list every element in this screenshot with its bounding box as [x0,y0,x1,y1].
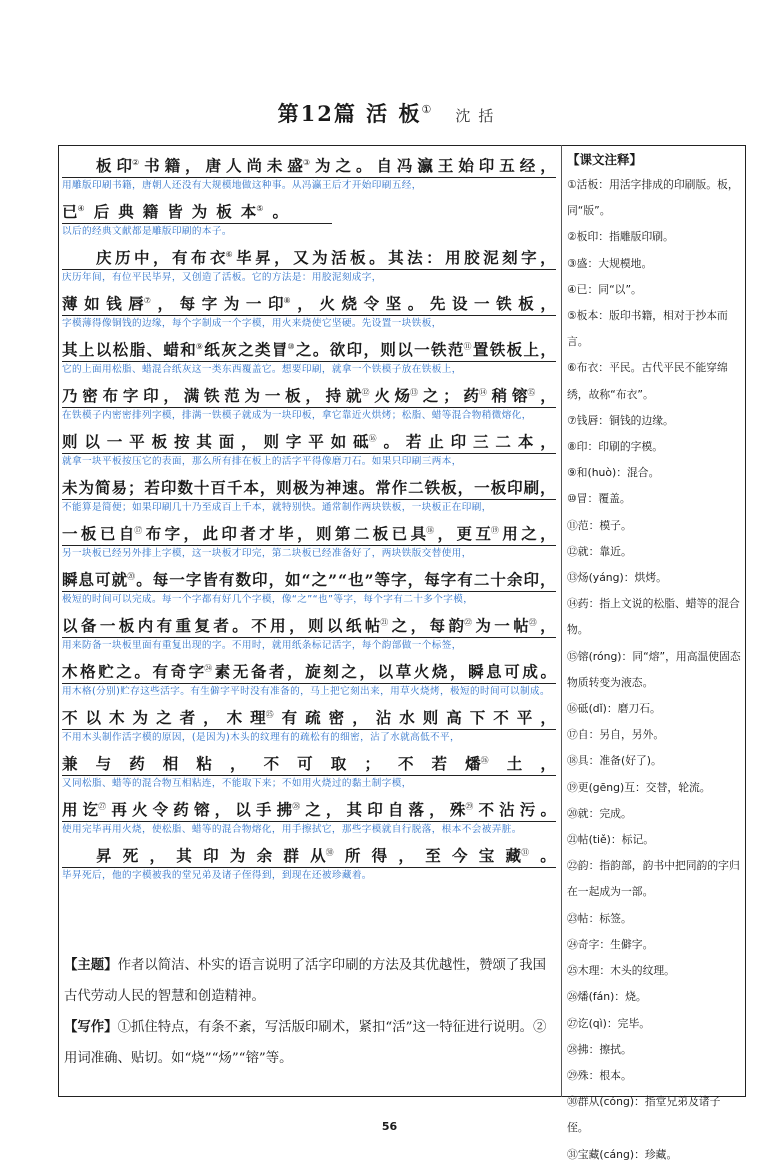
theme-tag: 【主题】 [64,957,118,973]
original-text: 以 备 一 板 内 有 重 复 者 。 不 用 ， 则 以 纸 帖$^㉑$ 之 ， 每 韵$^㉒$ 为 一 帖$^㉓$ ， [62,612,556,638]
original-text: 庆 历 中 ， 有 布 衣⑥ 毕 昇 ， 又 为 活 板 。 其 法 ： 用 胶 泥 刻 字 ， [62,244,556,270]
text-line [62,290,556,336]
title-text: 第12篇 活 板 [277,101,422,126]
original-text: 木 格 贮 之 。 有 奇 字$^㉔$ 素 无 备 者 ， 旋 刻 之 ， 以 草 火 烧 ， 瞬 息 可 成 。 [62,658,556,684]
text-line [62,612,556,658]
note-item: ⑤板本：版印书籍，相对于抄本而言。 [567,309,728,349]
original-text: 不 以 木 为 之 者 ， 木 理$^㉕$ 有 疏 密 ， 沾 水 则 高 下 不 平 ， [62,704,556,730]
note-item: ㉛宝藏(cáng)：珍藏。 [567,1147,678,1161]
translation-text: 不能算是简便；如果印刷几十乃至成百上千本，就特别快。通常制作两块铁板，一块板正在印刷， [62,502,492,513]
note-item: ㉔奇字：生僻字。 [567,937,654,951]
translation-text: 使用完毕再用火烧，使松脂、蜡等的混合物熔化，用手擦拭它，那些字模就自行脱落，根本不会被弄脏。 [62,824,522,835]
note-item: ㉗讫(qì)：完毕。 [567,1016,651,1030]
translation-text: 用来防备一块板里面有重复出现的字。不用时，就用纸条标记活字，每个韵部做一个标签， [62,640,462,651]
note-item: ㉒韵：指韵部，韵书中把同韵的字归在一起成为一部。 [567,859,740,899]
translation-text: 又同松脂、蜡等的混合物互相粘连，不能取下来；不如用火烧过的黏土制字模， [62,778,412,789]
page-title [0,98,779,128]
translation-text: 就拿一块平板按压它的表面，那么所有排在板上的活字平得像磨刀石。如果只印刷三两本， [62,456,462,467]
original-text: 乃 密 布 字 印 ， 满 铁 范 为 一 板 ， 持 就⑫ 火 炀⑬ 之 ； 药⑭ 稍 镕⑮ ， [62,382,556,408]
summary-section [64,950,554,1074]
writing-paragraph [64,1012,554,1074]
column-divider [561,145,562,1097]
translation-text: 用木格(分别)贮存这些活字。有生僻字平时没有准备的，马上把它刻出来，用草火烧烤，极短的时间可以制成。 [62,686,550,697]
original-text: 薄 如 钱 唇⑦ ， 每 字 为 一 印⑧ ， 火 烧 令 坚 。 先 设 一 铁 板 ， [62,290,556,316]
translation-text: 不用木头制作活字模的原因，(是因为)木头的纹理有的疏松有的细密，沾了水就高低不平， [62,732,461,743]
note-item: ㉓帖：标签。 [567,911,632,925]
note-item: ㉑帖(tiě)：标记。 [567,833,655,847]
original-text: 已④ 后 典 籍 皆 为 板 本⑤ 。 [62,198,332,224]
note-item: ②板印：指雕版印刷。 [567,230,674,244]
original-text: 兼 与 药 相 粘 ， 不 可 取 ； 不 若 燔$^㉖$ 土 ， [62,750,556,776]
text-line [62,428,556,474]
note-item: ⑮镕(róng)：同“熔”，用高温使固态物质转变为液态。 [567,649,741,689]
note-item: ㉙殊：根本。 [567,1068,632,1082]
translation-text: 用雕版印刷书籍，唐朝人还没有大规模地做这种事。从冯瀛王后才开始印刷五经， [62,180,422,191]
note-item: ⑨和(huò)：混合。 [567,466,660,480]
text-line [62,152,556,198]
note-item: ⑭药：指上文说的松脂、蜡等的混合物。 [567,597,740,637]
author-name: 沈括 [455,107,502,125]
page-number: 56 [381,1120,398,1133]
note-item: ④已：同“以”。 [567,282,642,296]
note-item: ⑪范：模子。 [567,518,632,532]
text-line [62,520,556,566]
note-item: ⑫就：靠近。 [567,544,632,558]
translation-text: 庆历年间，有位平民毕昇，又创造了活板。它的方法是：用胶泥刻成字， [62,272,382,283]
note-item: ㉖燔(fán)：烧。 [567,990,647,1004]
translation-text: 极短的时间可以完成。每一个字都有好几个字模，像“之”“也”等字，每个字有二十多个字模， [62,594,474,605]
original-text: 瞬 息 可 就⑳ 。 每 一 字 皆 有 数 印 ， 如 “ 之 ” “ 也 ” 等 字 ， 每 字 有 二 十 余 印 ， [62,566,556,592]
text-line [62,704,556,750]
text-line [62,796,556,842]
translation-text: 另一块板已经另外排上字模，这一块板才印完，第二块板已经准备好了，两块铁版交替使用， [62,548,472,559]
note-item: ⑲更(gēng)互：交替，轮流。 [567,780,711,794]
note-item: ⑰自：另自，另外。 [567,728,665,742]
translation-text: 以后的经典文献都是雕版印刷的本子。 [62,226,232,237]
note-item: ㉕木理：木头的纹理。 [567,964,675,978]
theme-paragraph [64,950,554,1012]
text-line [62,750,556,796]
text-line [62,198,556,244]
original-text: 一 板 已 自⑰ 布 字 ， 此 印 者 才 毕 ， 则 第 二 板 已 具⑱ ， 更 互⑲ 用 之 ， [62,520,556,546]
note-item: ⑧印：印刷的字模。 [567,440,664,454]
note-item: ㉚群从(cóng)：指堂兄弟及诸子侄。 [567,1095,721,1135]
original-text: 昇 死 ， 其 印 为 余 群 从$^㉚$ 所 得 ， 至 今 宝 藏$^㉛$ 。 [62,842,556,868]
note-item: ⑩冒：覆盖。 [567,492,631,506]
original-text: 用 讫$^㉗$ 再 火 令 药 镕 ， 以 手 拂$^㉘$ 之 ， 其 印 自 落 ， 殊$^㉙$ 不 沾 污 。 [62,796,556,822]
annotation-column [567,150,742,1168]
notes-heading: 【课文注释】 [567,152,643,167]
title-note-marker: ① [421,103,434,116]
text-line [62,474,556,520]
note-item: ①活板：用活字排成的印刷版。板，同“版”。 [567,178,739,218]
note-item: ⑬炀(yáng)：烘烤。 [567,571,667,585]
translation-text: 在铁模子内密密排列字模，排满一铁模子就成为一块印板，拿它靠近火烘烤；松脂、蜡等混合物稍微熔化， [62,410,532,421]
translation-text: 它的上面用松脂、蜡混合纸灰这一类东西覆盖它。想要印刷，就拿一个铁模子放在铁板上， [62,364,462,375]
note-item: ⑱具：准备(好了)。 [567,754,662,768]
note-item: ⑥布衣：平民。古代平民不能穿绵绣，故称“布衣”。 [567,361,728,401]
theme-text: 作者以简洁、朴实的语言说明了活字印刷的方法及其优越性，赞颂了我国古代劳动人民的智慧和创造精神。 [64,958,547,1004]
translation-text: 字模薄得像铜钱的边缘，每个字制成一个字模，用火来烧使它坚硬。先设置一块铁板， [62,318,442,329]
note-item: ⑦钱唇：铜钱的边缘。 [567,413,674,427]
text-line [62,842,556,888]
writing-tag: 【写作】 [64,1019,118,1035]
text-line [62,566,556,612]
text-line [62,244,556,290]
translation-text: 毕昇死后，他的字模被我的堂兄弟及诸子侄得到，到现在还被珍藏着。 [62,870,372,881]
text-line [62,658,556,704]
text-line [62,382,556,428]
note-item: ⑳就：完成。 [567,806,632,820]
note-item: ㉘拂：擦拭。 [567,1042,632,1056]
note-item: ③盛：大规模地。 [567,256,653,270]
writing-text: ①抓住特点，有条不紊，写活版印刷术，紧扣“活”这一特征进行说明。②用词准确、贴切。如“烧”“炀”“镕”等。 [64,1020,547,1066]
notes-list [567,172,742,1168]
main-text-column [62,152,556,888]
original-text: 则 以 一 平 板 按 其 面 ， 则 字 平 如 砥⑯ 。 若 止 印 三 二 本 ， [62,428,556,454]
note-item: ⑯砥(dǐ)：磨刀石。 [567,702,661,716]
original-text: 其 上 以 松 脂 、 蜡 和⑨ 纸 灰 之 类 冒⑩ 之 。 欲 印 ， 则 以 一 铁 范⑪ 置 铁 板 上 ， [62,336,556,362]
original-text: 未 为 简 易 ； 若 印 数 十 百 千 本 ， 则 极 为 神 速 。 常 作 二 铁 板 ， 一 板 印 刷 ， [62,474,556,500]
text-line [62,336,556,382]
original-text: 板 印② 书 籍 ， 唐 人 尚 未 盛③ 为 之 。 自 冯 瀛 王 始 印 五 经 ， [62,152,556,178]
